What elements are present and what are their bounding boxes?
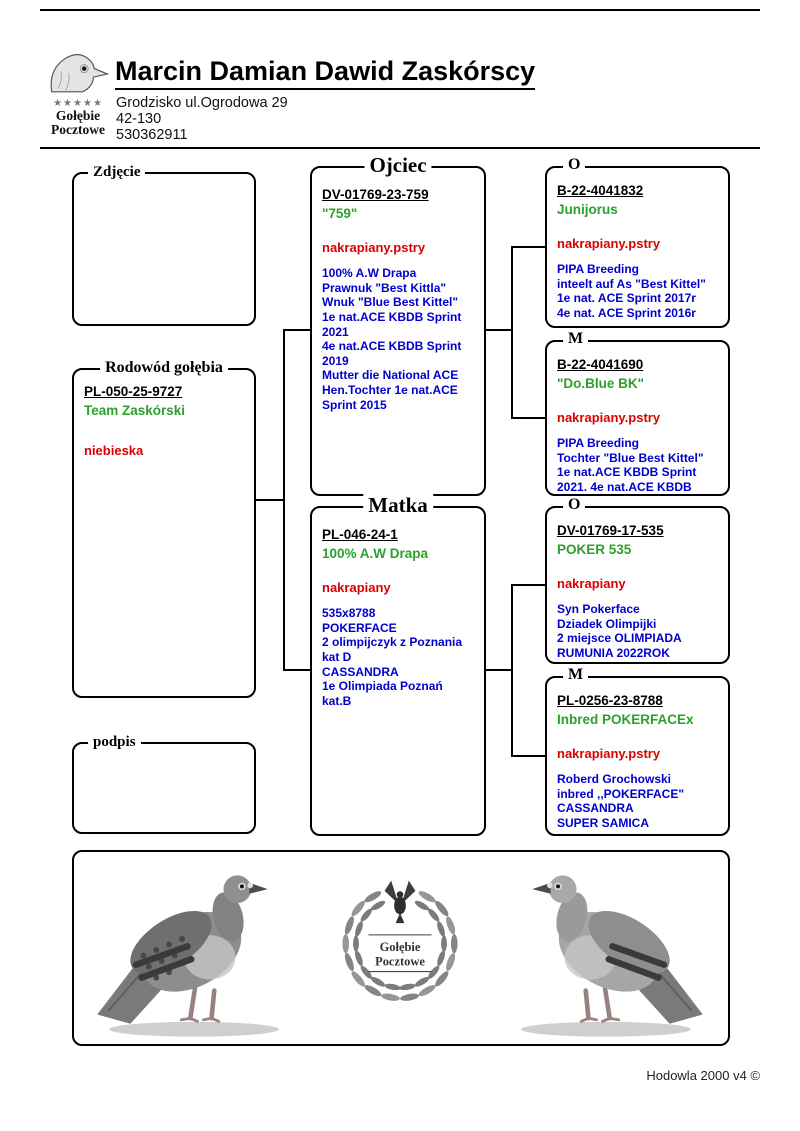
grandparent-details <box>557 602 718 661</box>
grandparent-label: M <box>563 666 588 684</box>
detail-line: PIPA Breeding <box>557 262 640 276</box>
grandparent-ring-number: DV-01769-17-535 <box>557 523 664 538</box>
connector-line <box>283 329 312 331</box>
detail-line: Roberd Grochowski <box>557 772 672 786</box>
detail-line: 2 olimpijczyk z Poznania kat D <box>322 635 463 664</box>
page-title: Marcin Damian Dawid Zaskórscy <box>115 56 535 90</box>
pigeon-image <box>88 857 300 1043</box>
grandparent-name: POKER 535 <box>557 542 632 557</box>
photo-box <box>72 164 256 326</box>
logo-stars: ★★★★★ <box>53 98 103 109</box>
grandparent-details <box>557 436 718 495</box>
father-name: "759" <box>322 206 358 221</box>
detail-line: 4e nat.ACE KBDB Sprint 2019 <box>322 339 462 368</box>
phone-number: 530362911 <box>116 127 188 143</box>
grandparent-color: nakrapiany <box>557 576 626 591</box>
grandparent-details <box>557 262 718 321</box>
father-details <box>322 266 474 412</box>
connector-line <box>484 669 512 671</box>
detail-line: 1e Olimpiada Poznań kat.B <box>322 679 443 708</box>
grandparent-ring-number: B-22-4041690 <box>557 357 644 372</box>
grandparent-color: nakrapiany.pstry <box>557 236 661 251</box>
mother-name: 100% A.W Drapa <box>322 546 429 561</box>
connector-line <box>484 329 512 331</box>
left-pigeon-photo <box>88 857 300 1043</box>
connector-line <box>511 246 547 248</box>
detail-line: 1e nat.ACE KBDB Sprint 2021. 4e nat.ACE KBDB <box>557 465 697 494</box>
detail-line: 100% A.W Drapa <box>322 266 417 280</box>
detail-line: Hen.Tochter 1e nat.ACE Sprint 2015 <box>322 383 458 412</box>
emblem-text-line1: Gołębie <box>379 940 421 954</box>
grandparent-name: Junijorus <box>557 202 618 217</box>
detail-line: inteelt auf As "Best Kittel" <box>557 276 706 291</box>
detail-line: 1e nat.ACE KBDB Sprint 2021 <box>322 309 462 339</box>
father-box-label: Ojciec <box>364 153 431 178</box>
grandparent-name: "Do.Blue BK" <box>557 376 645 391</box>
connector-line <box>283 329 285 671</box>
grandparent-ring-number: B-22-4041832 <box>557 183 644 198</box>
detail-line: POKERFACE <box>322 620 397 635</box>
detail-line: Mutter die National ACE <box>322 368 459 383</box>
mother-details <box>322 606 474 708</box>
father-color: nakrapiany.pstry <box>322 240 426 255</box>
detail-line: 1e nat. ACE Sprint 2017r <box>557 291 696 306</box>
detail-line: 2 miejsce OLIMPIADA <box>557 631 682 646</box>
signature-box <box>72 734 256 834</box>
father-ring-number: DV-01769-23-759 <box>322 187 429 202</box>
bird-color: niebieska <box>84 443 144 458</box>
connector-line <box>283 669 312 671</box>
signature-box-label: podpis <box>88 734 141 751</box>
father-box <box>310 153 486 496</box>
detail-line: Dziadek Olimpijki <box>557 616 657 631</box>
address-line: Grodzisko ul.Ogrodowa 29 <box>116 95 288 111</box>
bird-box <box>72 359 256 698</box>
grandparent-ring-number: PL-0256-23-8788 <box>557 693 663 708</box>
connector-line <box>511 755 547 757</box>
top-rule <box>40 9 760 11</box>
logo-text-line2: Pocztowe <box>51 122 105 138</box>
detail-line: SUPER SAMICA <box>557 815 650 830</box>
detail-line: PIPA Breeding <box>557 436 640 450</box>
right-pigeon-photo <box>500 857 712 1043</box>
detail-line: Prawnuk "Best Kittla" <box>322 280 447 295</box>
laurel-wreath-emblem <box>323 866 477 1014</box>
grandparent-color: nakrapiany.pstry <box>557 746 661 761</box>
bird-box-label: Rodowód gołębia <box>100 359 228 377</box>
mother-box <box>310 493 486 836</box>
grandmother-paternal-box <box>545 330 730 496</box>
detail-line: inbred ,,POKERFACE" <box>557 786 685 801</box>
photo-box-label: Zdjęcie <box>88 164 145 181</box>
grandparent-label: M <box>563 330 588 348</box>
pigeon-image <box>500 857 712 1043</box>
logo-text-line1: Gołębie <box>55 108 101 123</box>
connector-line <box>511 246 513 419</box>
software-credit: Hodowla 2000 v4 © <box>646 1068 760 1083</box>
bird-ring-number: PL-050-25-9727 <box>84 384 183 399</box>
grandparent-details <box>557 772 718 831</box>
detail-line: RUMUNIA 2022ROK <box>557 645 670 660</box>
grandfather-paternal-box <box>545 156 730 328</box>
connector-line <box>254 499 285 501</box>
loft-logo <box>40 50 116 137</box>
grandparent-color: nakrapiany.pstry <box>557 410 661 425</box>
wreath-pigeon-icon <box>385 881 416 924</box>
detail-line: CASSANDRA <box>322 664 399 679</box>
grandparent-label: O <box>563 496 585 514</box>
mother-box-label: Matka <box>363 493 433 518</box>
pigeon-head-logo-icon <box>45 50 111 98</box>
mother-ring-number: PL-046-24-1 <box>322 527 398 542</box>
postal-code: 42-130 <box>116 111 162 127</box>
connector-line <box>511 584 547 586</box>
grandparent-name: Inbred POKERFACEx <box>557 712 694 727</box>
detail-line: 535x8788 <box>322 606 376 620</box>
grandparent-label: O <box>563 156 585 174</box>
detail-line: Syn Pokerface <box>557 602 640 616</box>
detail-line: Tochter "Blue Best Kittel" <box>557 450 704 465</box>
mother-color: nakrapiany <box>322 580 391 595</box>
header-divider <box>40 147 760 149</box>
connector-line <box>511 584 513 757</box>
connector-line <box>511 417 547 419</box>
detail-line: CASSANDRA <box>557 801 634 816</box>
detail-line: Wnuk "Blue Best Kittel" <box>322 295 459 310</box>
grandmother-maternal-box <box>545 666 730 836</box>
emblem-text-line2: Pocztowe <box>375 954 425 969</box>
bird-name: Team Zaskórski <box>84 403 186 418</box>
grandfather-maternal-box <box>545 496 730 664</box>
detail-line: 4e nat. ACE Sprint 2016r <box>557 305 696 320</box>
wreath-icon <box>323 866 477 1014</box>
